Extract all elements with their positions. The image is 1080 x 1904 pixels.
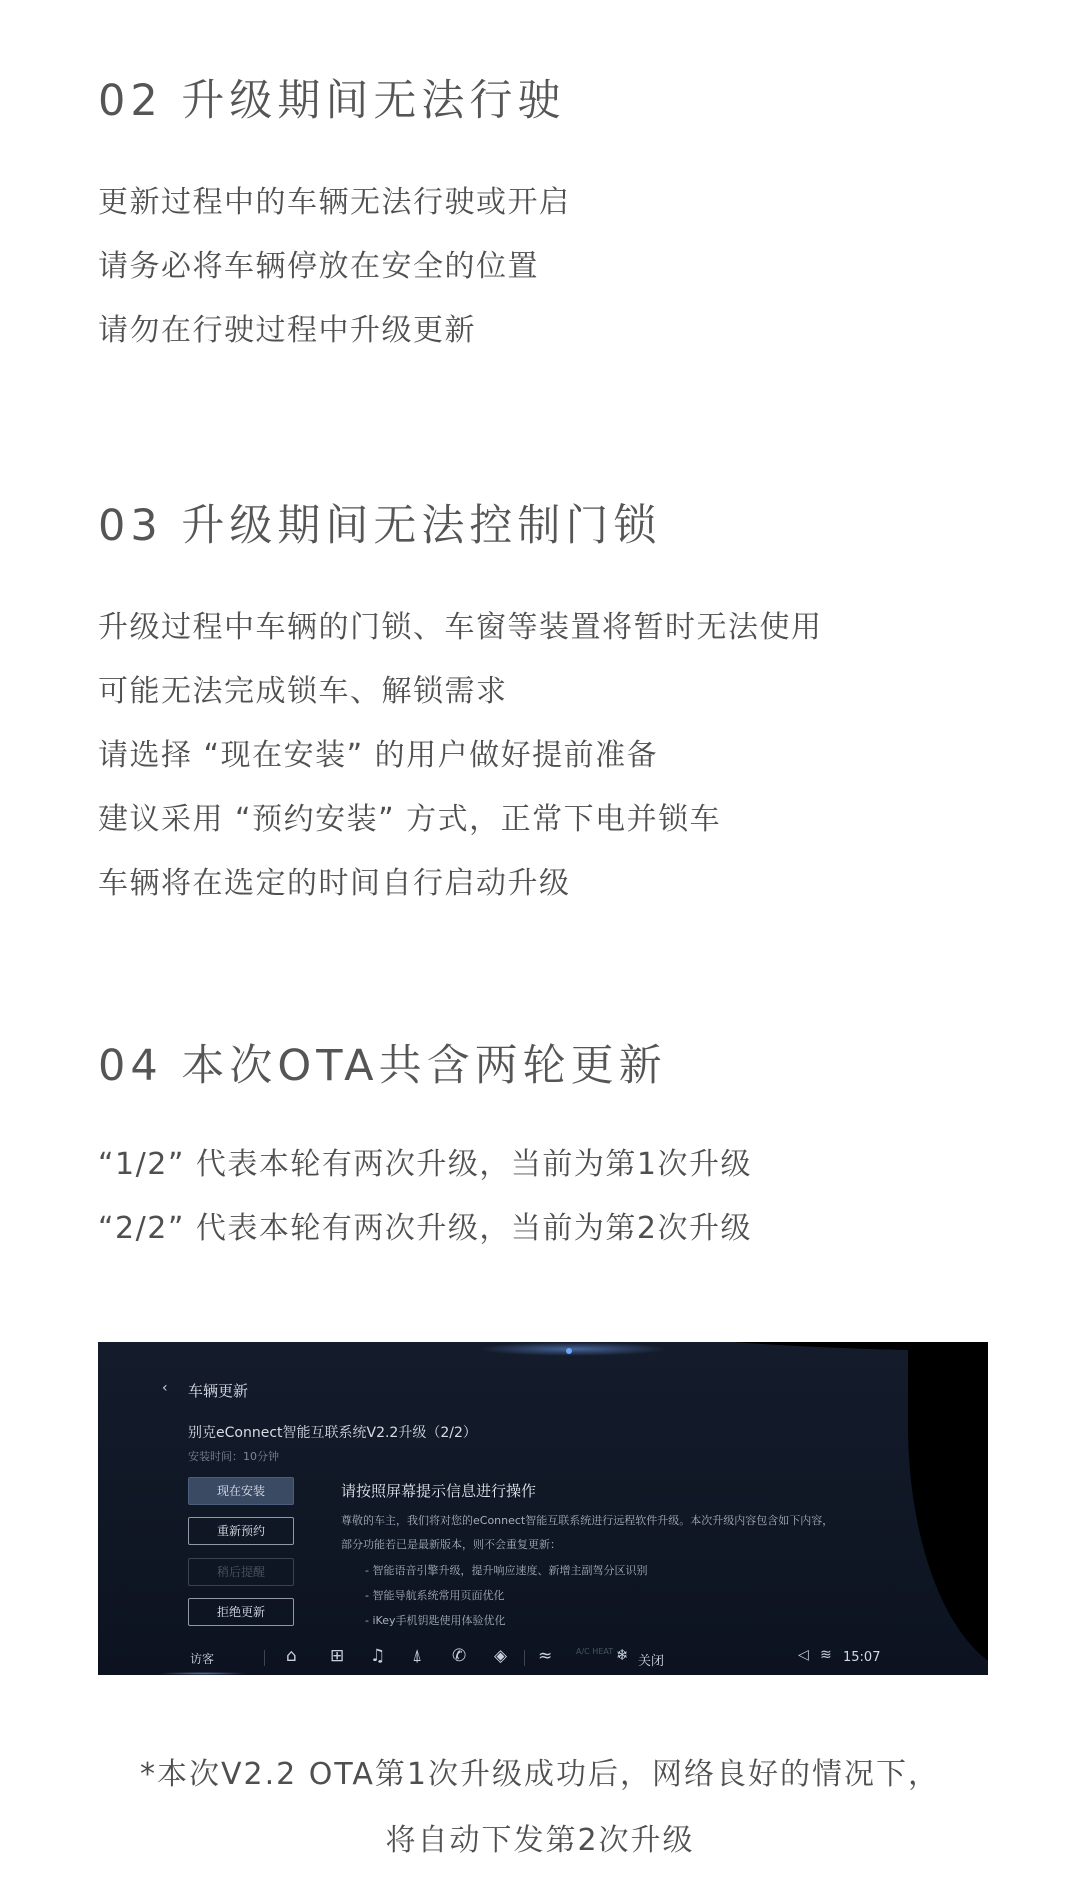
section-line: 建议采用 “预约安装” 方式，正常下电并锁车	[98, 802, 722, 837]
guest-label[interactable]: 访客	[190, 1652, 215, 1666]
phone-icon[interactable]: ✆	[452, 1646, 467, 1666]
section-line: 升级过程中车辆的门锁、车窗等装置将暂时无法使用	[98, 610, 823, 645]
volume-icon[interactable]: ◁	[798, 1647, 809, 1663]
air-circulation-icon[interactable]: ≈	[538, 1646, 553, 1666]
install-time: 安装时间：10分钟	[188, 1450, 279, 1463]
section-line: 请务必将车辆停放在安全的位置	[98, 249, 539, 284]
clock: 15:07	[843, 1650, 881, 1665]
reject-update-button[interactable]: 拒绝更新	[188, 1598, 294, 1626]
divider	[524, 1650, 525, 1666]
section-line: 更新过程中的车辆无法行驶或开启	[98, 185, 571, 220]
section-line: 请选择 “现在安装” 的用户做好提前准备	[98, 738, 659, 773]
section-heading: 04 本次OTA共含两轮更新	[98, 1041, 667, 1091]
screen-top-glow	[478, 1342, 668, 1356]
status-dot	[566, 1348, 572, 1354]
section-03	[98, 501, 823, 901]
divider	[264, 1650, 265, 1666]
snowflake-icon[interactable]: ❄	[616, 1646, 629, 1664]
bottom-dock	[98, 1642, 988, 1675]
section-heading: 02 升级期间无法行驶	[98, 76, 566, 126]
content-item: - 智能导航系统常用页面优化	[365, 1589, 505, 1602]
dock-glow	[158, 1672, 248, 1675]
content-text: 部分功能若已是最新版本，则不会重复更新：	[341, 1538, 561, 1551]
update-name: 别克eConnect智能互联系统V2.2升级（2/2）	[188, 1425, 477, 1441]
content-item: - iKey手机钥匙使用体验优化	[365, 1614, 506, 1627]
section-line: “2/2” 代表本轮有两次升级，当前为第2次升级	[98, 1211, 752, 1246]
content-item: - 智能语音引擎升级，提升响应速度、新增主副驾分区识别	[365, 1564, 648, 1577]
screen-title: 车辆更新	[188, 1382, 249, 1400]
fan-status[interactable]: 关闭	[638, 1654, 665, 1669]
section-line: 请勿在行驶过程中升级更新	[98, 313, 476, 348]
screen-bezel	[908, 1342, 988, 1675]
section-heading: 03 升级期间无法控制门锁	[98, 501, 662, 551]
music-icon[interactable]: ♫	[370, 1646, 386, 1666]
footnote-line: 将自动下发第2次升级	[385, 1823, 695, 1858]
section-line: 车辆将在选定的时间自行启动升级	[98, 866, 571, 901]
section-02	[98, 76, 571, 348]
remind-later-button: 稍后提醒	[188, 1558, 294, 1586]
vehicle-update-screen	[98, 1342, 988, 1675]
back-icon[interactable]: ‹	[162, 1380, 168, 1396]
energy-icon[interactable]: ◈	[494, 1646, 508, 1666]
home-icon[interactable]: ⌂	[286, 1646, 297, 1666]
section-04	[98, 1041, 752, 1246]
section-line: 可能无法完成锁车、解锁需求	[98, 674, 508, 709]
install-now-button[interactable]: 现在安装	[188, 1477, 294, 1505]
ac-heat-label[interactable]: A/C HEAT	[576, 1647, 614, 1656]
navigation-icon[interactable]: ⍋	[412, 1646, 423, 1666]
footnote-line: *本次V2.2 OTA第1次升级成功后，网络良好的情况下，	[140, 1757, 940, 1792]
apps-icon[interactable]: ⊞	[330, 1646, 345, 1666]
content-title: 请按照屏幕提示信息进行操作	[341, 1482, 537, 1500]
content-text: 尊敬的车主，我们将对您的eConnect智能互联系统进行远程软件升级。本次升级内容包含如下内容，	[341, 1514, 834, 1527]
section-line: “1/2” 代表本轮有两次升级，当前为第1次升级	[98, 1147, 752, 1182]
reschedule-button[interactable]: 重新预约	[188, 1517, 294, 1545]
wifi-icon: ≋	[820, 1647, 832, 1663]
